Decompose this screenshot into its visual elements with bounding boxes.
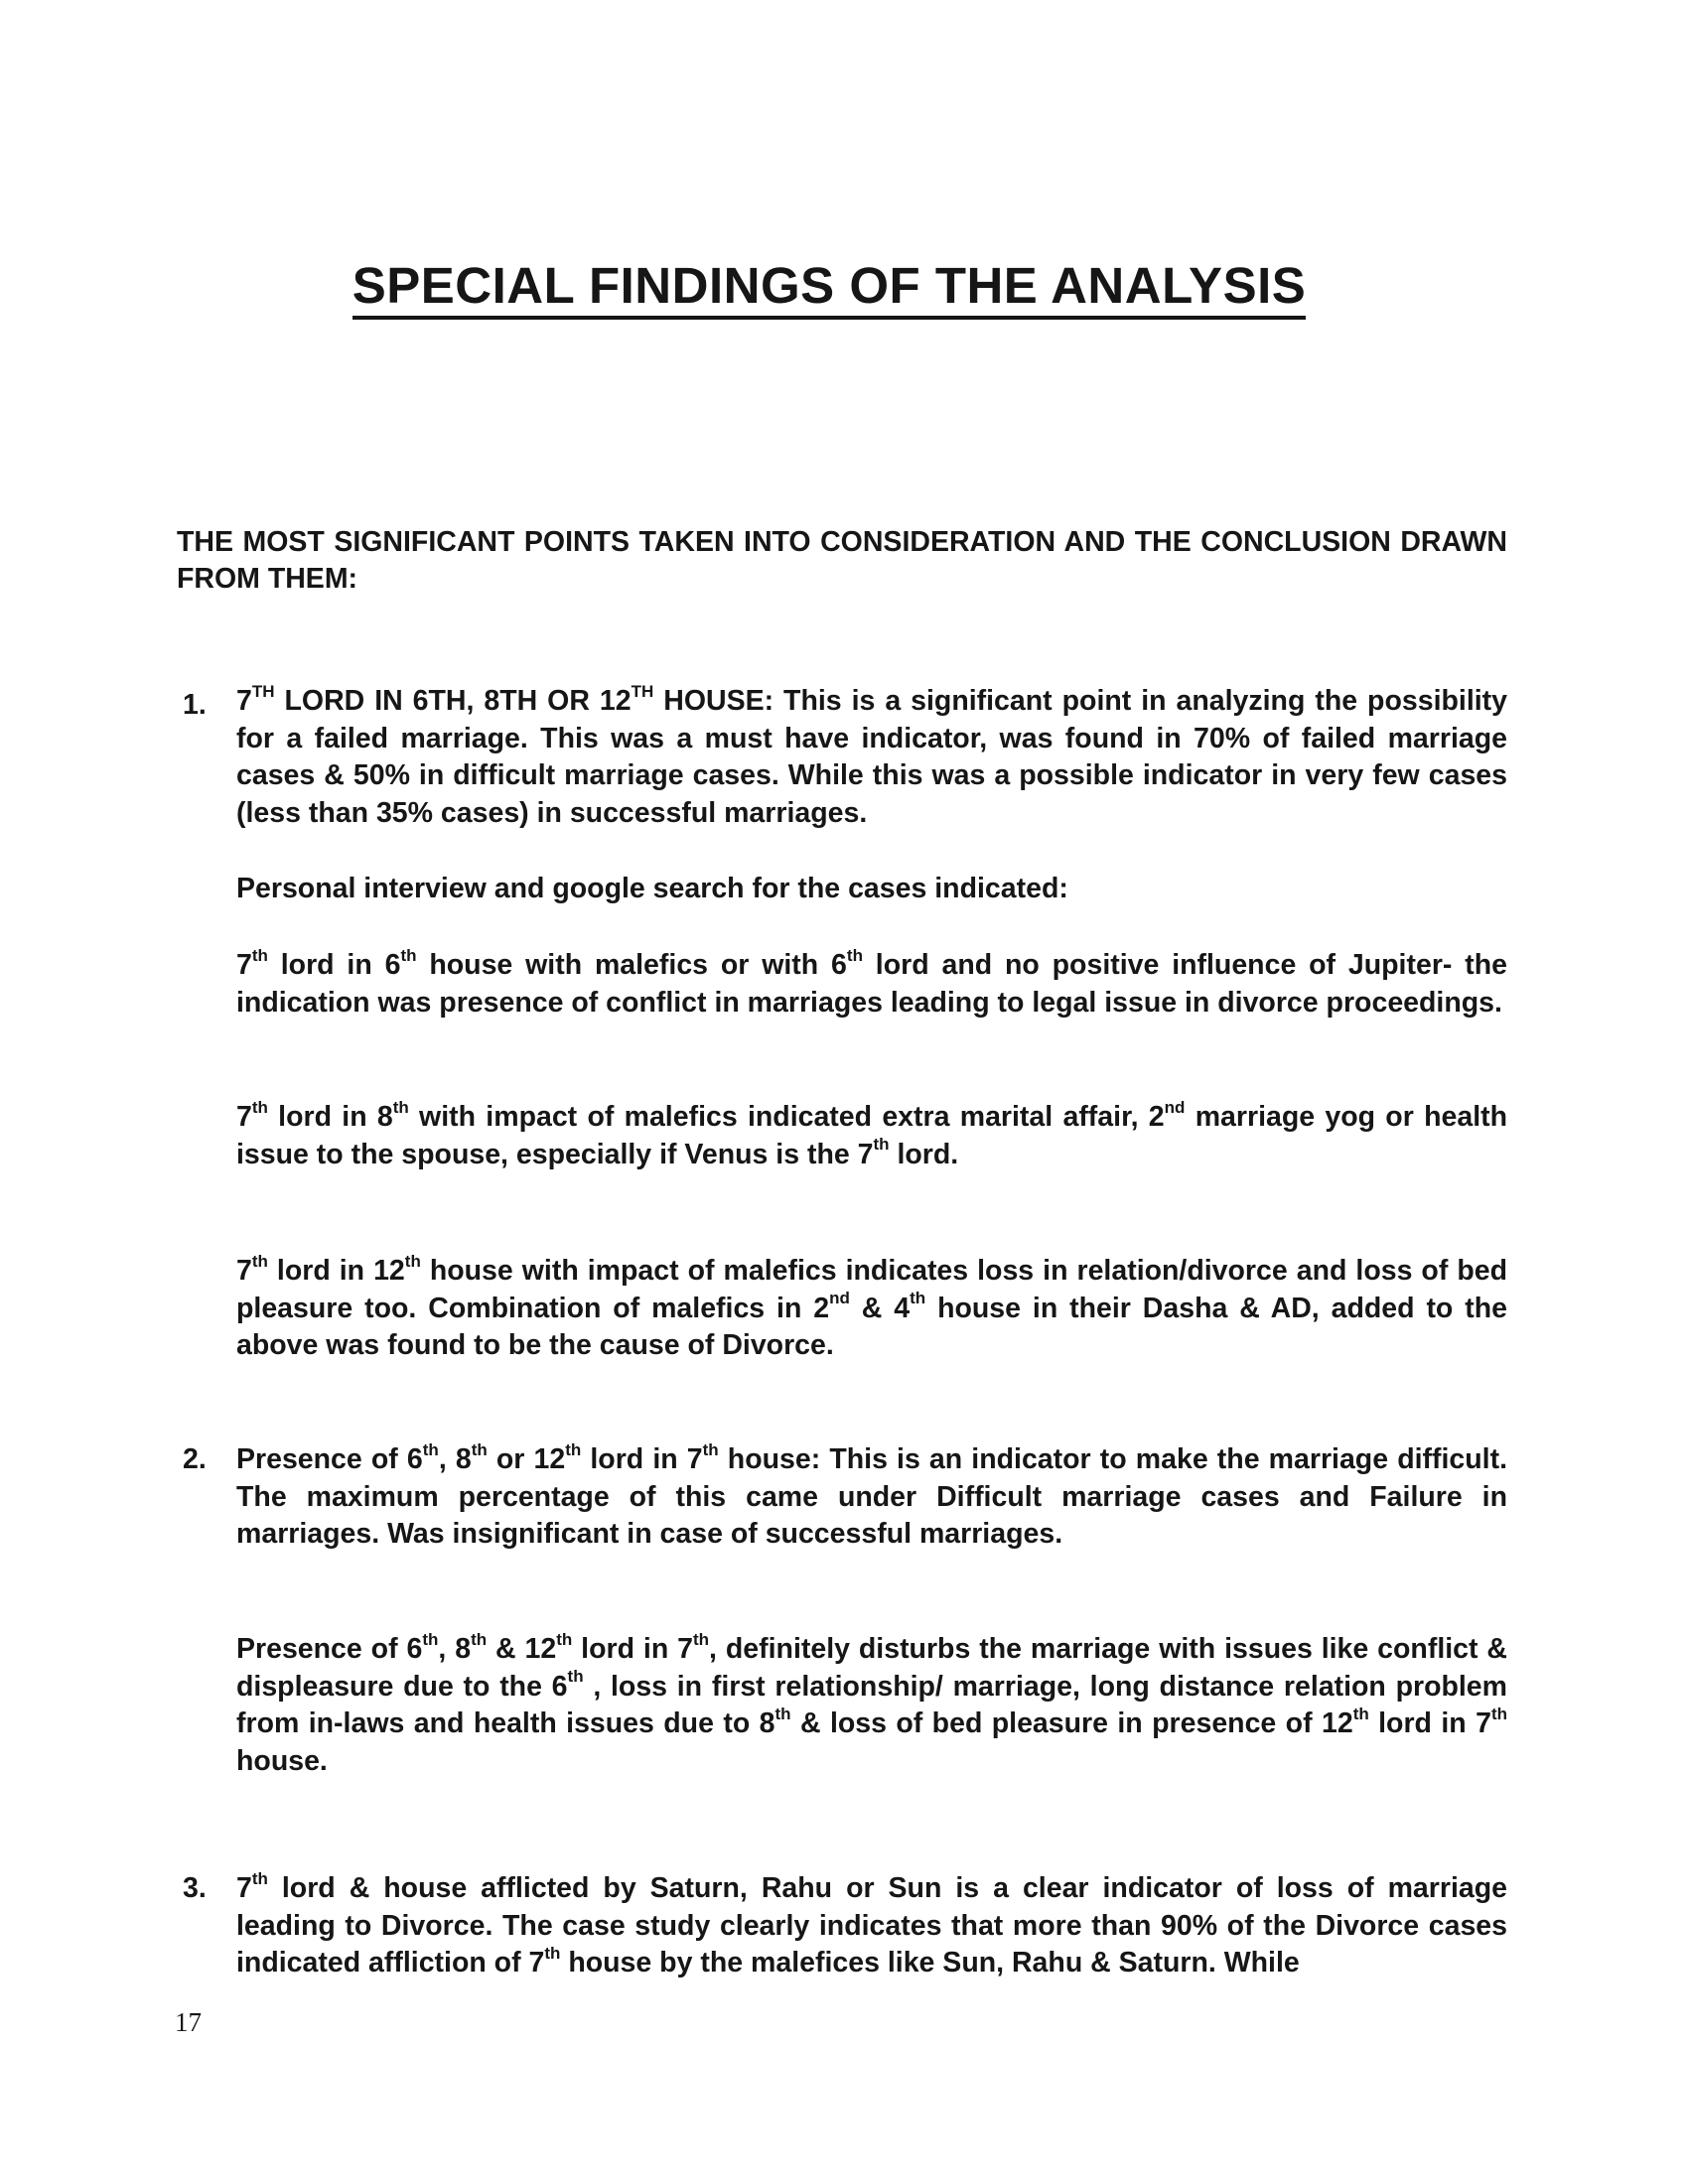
list-number: 2. [183,1443,207,1475]
item-2-detail-paragraph: Presence of 6th, 8th & 12th lord in 7th, definitely disturbs the marriage with issues like conflict & displeasure due to the 6th , loss in first relationship/ marriage, long distance relation problem from in-laws and health issues due to 8th & loss of bed pleasure in presence of 12th lord in 7th house. [236,1629,1508,1777]
page-title-text: SPECIAL FINDINGS OF THE ANALYSIS [352,257,1307,320]
item-1-para-12th: 7th lord in 12th house with impact of malefics indicates loss in relation/divorce and loss of bed pleasure too. Combination of malefics in 2nd & 4th house in their Dasha & AD, added to the above was found to be the cause of Divorce. [236,1251,1507,1361]
page-title [0,256,1688,315]
item-1-para-8th: 7th lord in 8th with impact of malefics indicated extra marital affair, 2nd marriage yog or health issue to the spouse, especially if Venus is the 7th lord. [236,1097,1508,1170]
page-number: 17 [175,2007,202,2037]
item-1-lead-text: This is a significant point in analyzing the possibility for a failed marriage. This was a must have indicator, was found in 70% of failed marriage cases & 50% in difficult marriage cases. While this was a possible indicator in very few cases (less than 35% cases) in successful marriages. [236,685,1507,829]
list-number: 3. [183,1872,207,1904]
section-subheading: THE MOST SIGNIFICANT POINTS TAKEN INTO CONSIDERATION AND THE CONCLUSION DRAWN FROM THEM: [177,526,1507,595]
item-1-heading: 7TH LORD IN 6TH, 8TH OR 12TH HOUSE: [236,681,774,717]
item-1-paragraph [236,683,1507,832]
item-1-para-6th: 7th lord in 6th house with malefics or with 6th lord and no positive influence of Jupiter- the indication was presence of conflict in marriages leading to legal issue in divorce proceedings. [236,945,1507,1019]
list-number: 1. [183,689,207,721]
item-2-paragraph: Presence of 6th, 8th or 12th lord in 7th house: This is an indicator to make the marriage difficult. The maximum percentage of this came under Difficult marriage cases and Failure in marriages. Was insignificant in case of successful marriages. [236,1439,1508,1550]
item-1-subheading: Personal interview and google search for the cases indicated: [236,873,1068,904]
item-3-paragraph: 7th lord & house afflicted by Saturn, Rahu or Sun is a clear indicator of loss of marriage leading to Divorce. The case study clearly indicates that more than 90% of the Divorce cases indicated affliction of 7th house by the malefices like Sun, Rahu & Saturn. While [236,1868,1507,1979]
